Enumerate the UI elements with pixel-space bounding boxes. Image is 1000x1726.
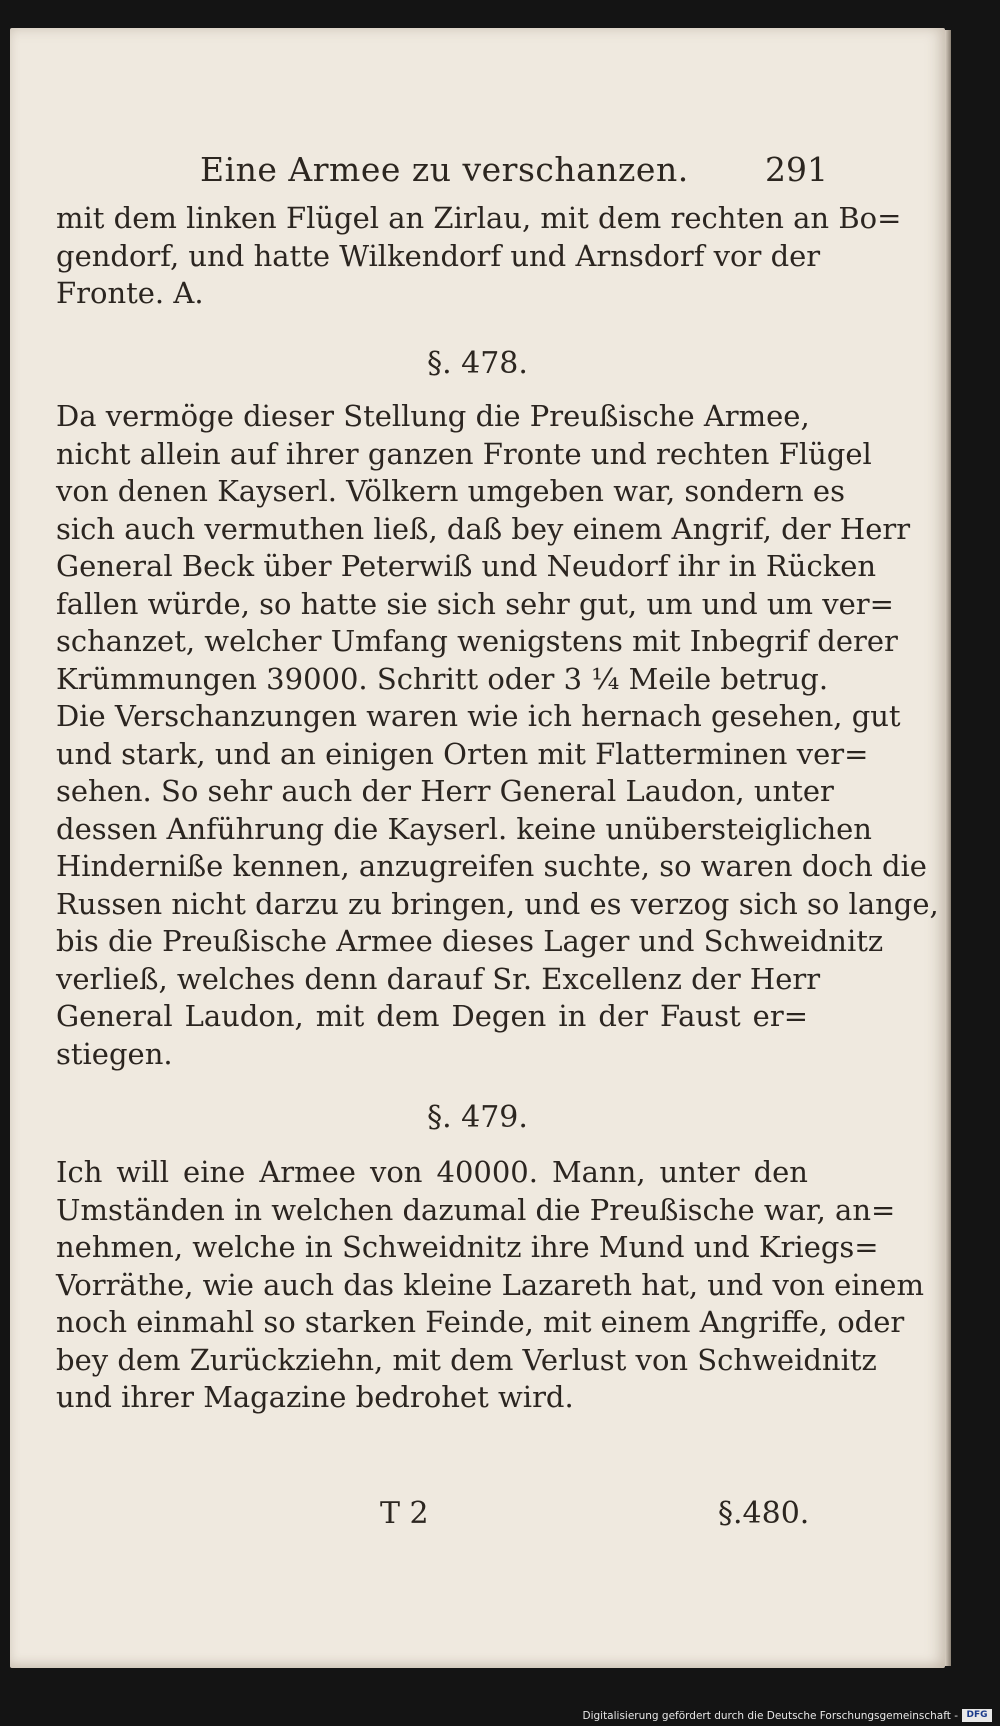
paragraph-478: [56, 398, 939, 1073]
intro-paragraph: [56, 200, 902, 313]
text-line: gendorf, und hatte Wilkendorf und Arnsdorf vor der: [56, 238, 821, 273]
paragraph-479: [56, 1154, 924, 1417]
text-line: Krümmungen 39000. Schritt oder 3 ¼ Meile betrug.: [56, 661, 829, 696]
text-line: noch einmahl so starken Feinde, mit einem Angriffe, oder: [56, 1305, 905, 1339]
page-number: 291: [765, 150, 828, 189]
funding-credit: Digitalisierung gefördert durch die Deutsche Forschungsgemeinschaft -: [582, 1710, 958, 1722]
text-line: sehen. So sehr auch der Herr General Laudon, unter: [56, 774, 834, 808]
text-line: Die Verschanzungen waren wie ich hernach gesehen, gut: [56, 699, 901, 733]
text-line: Hinderniße kennen, anzugreifen suchte, so waren doch die: [56, 849, 927, 883]
section-heading-478: §. 478.: [427, 346, 528, 381]
credit-bar: [0, 1706, 1000, 1726]
catchword: §.480.: [718, 1496, 810, 1531]
running-title: Eine Armee zu verschanzen.: [200, 150, 689, 189]
text-line: und stark, und an einigen Orten mit Flatterminen ver=: [56, 736, 869, 771]
text-line: General Beck über Peterwiß und Neudorf ihr in Rücken: [56, 549, 877, 583]
text-line: nehmen, welche in Schweidnitz ihre Mund und Kriegs=: [56, 1230, 879, 1264]
section-heading-479: §. 479.: [427, 1100, 528, 1135]
dfg-logo: DFG: [962, 1709, 992, 1722]
signature-mark: T 2: [380, 1496, 429, 1531]
text-line: General Laudon, mit dem Degen in der Faust er=: [56, 999, 808, 1033]
text-line: bis die Preußische Armee dieses Lager und Schweidnitz: [56, 924, 884, 958]
text-line: Vorräthe, wie auch das kleine Lazareth hat, und von einem: [56, 1267, 924, 1302]
page-edge: [945, 30, 951, 1666]
text-line: schanzet, welcher Umfang wenigstens mit Inbegrif derer: [56, 624, 898, 658]
text-line: Fronte. A.: [56, 276, 204, 310]
text-line: von denen Kayserl. Völkern umgeben war, sondern es: [56, 474, 845, 508]
text-line: sich auch vermuthen ließ, daß bey einem Angrif, der Herr: [56, 511, 911, 546]
text-line: Umständen in welchen dazumal die Preußische war, an=: [56, 1192, 896, 1227]
text-line: Russen nicht darzu zu bringen, und es verzog sich so lange,: [56, 886, 939, 921]
text-line: nicht allein auf ihrer ganzen Fronte und rechten Flügel: [56, 436, 872, 471]
text-line: mit dem linken Flügel an Zirlau, mit dem rechten an Bo=: [56, 201, 902, 235]
text-line: und ihrer Magazine bedrohet wird.: [56, 1380, 574, 1414]
text-line: bey dem Zurückziehn, mit dem Verlust von Schweidnitz: [56, 1342, 877, 1377]
book-page: [10, 28, 945, 1668]
text-line: fallen würde, so hatte sie sich sehr gut, um und um ver=: [56, 586, 894, 621]
text-line: verließ, welches denn darauf Sr. Excellenz der Herr: [56, 961, 821, 996]
text-line: Ich will eine Armee von 40000. Mann, unter den: [56, 1155, 808, 1189]
text-line: stiegen.: [56, 1036, 173, 1071]
text-line: Da vermöge dieser Stellung die Preußische Armee,: [56, 399, 810, 433]
text-line: dessen Anführung die Kayserl. keine unübersteiglichen: [56, 811, 872, 846]
